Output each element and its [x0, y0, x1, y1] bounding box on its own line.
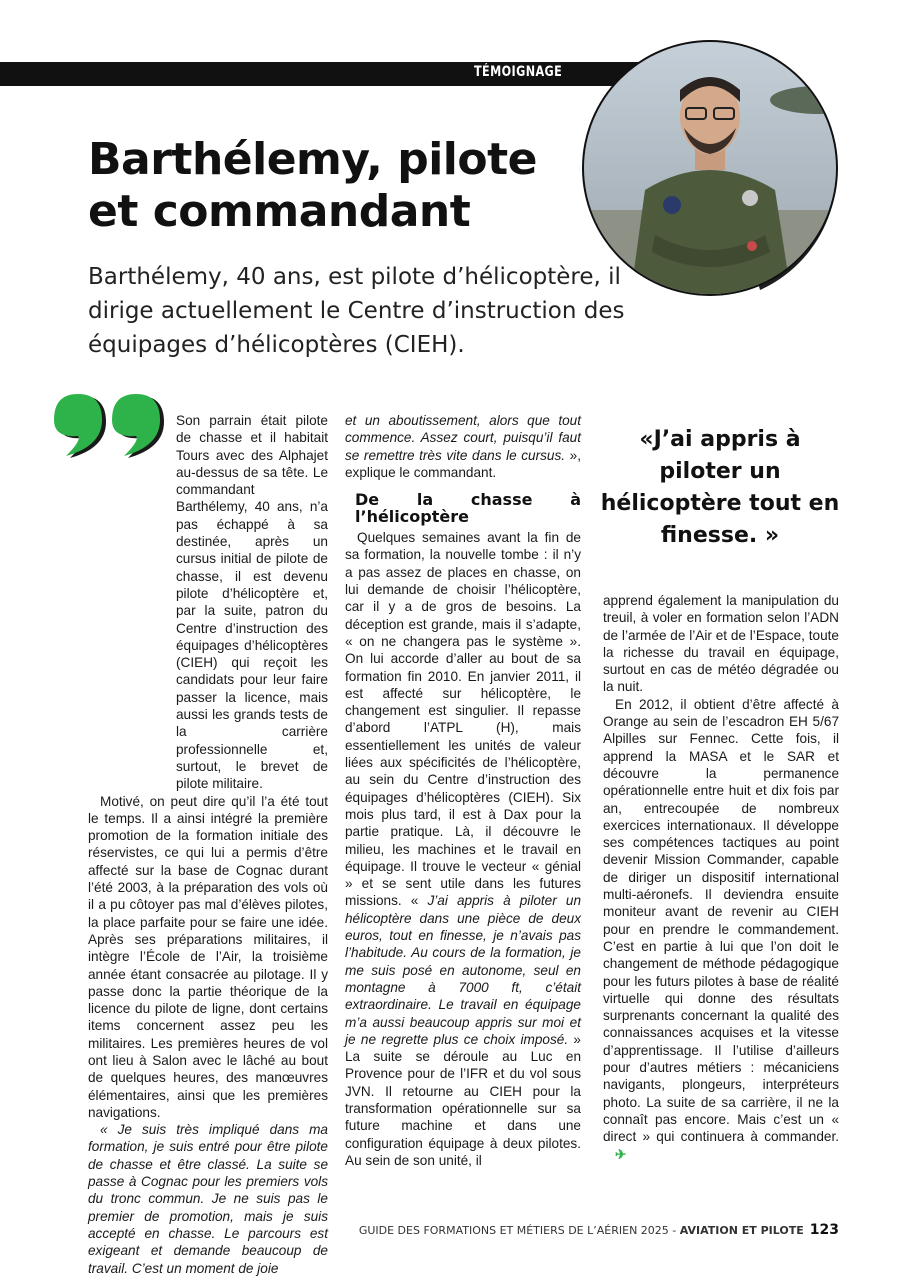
page-footer: [359, 1222, 839, 1238]
paragraph: [345, 529, 581, 1169]
page-number: 123: [809, 1222, 839, 1238]
paragraph-quote-end: [345, 412, 581, 481]
paragraph-intro: Son parrain était pilote de chasse et il habitait Tours avec des Alphajet au-dessus de sa tête. Le commandant Barthélemy, 40 ans, n’a pas échappé à sa destinée, après un cursus initial de pilote de chasse, il est devenu pilote d’hélicoptère et, par la suite, patron du Centre d’instruction des équipages d’hélicoptères (CIEH) qui reçoit les candidats pour leur faire passer la licence, mais aussi les grands tests de la carrière professionnelle et, surtout, le brevet de pilote militaire.: [176, 413, 328, 792]
quote-text: et un aboutissement, alors que tout commence. Assez court, puisqu’il faut se remettre très vite dans le cursus.: [345, 413, 581, 463]
paragraph: Motivé, on peut dire qu’il l’a été tout le temps. Il a ainsi intégré la première promotion de la formation initiale des réservistes, ce qui lui a permis d’être affecté sur la base de Cognac durant l’été 2003, à la préparation des vols où il a pu côtoyer pas mal d’élèves pilotes, la place parfaite pour se faire une idée. Après ses préparations militaires, il intègre l’École de l’Air, la troisième année étant consacrée au pilotage. Il y passe donc la partie théorique de la licence du pilote de ligne, dont certains items concernent assez peu les militaires. Les premières heures de vol ont lieu à Salon avec le lâché au bout de quelques heures, des manœuvres élémentaires, ainsi que les premières navigations.: [88, 793, 328, 1120]
quote-text: J’ai appris à piloter un hélicoptère dans une pièce de deux euros, tout en finesse, je n’avais pas l’habitude. Au cours de la formation, je me suis posé en autonome, seul en montagne à 7000 ft, c’était extraordinaire. Le travail en équipage m’a aussi beaucoup appris sur moi et je ne regrette plus ce choix imposé.: [345, 893, 582, 1047]
paragraph-text: » La suite se déroule au Luc en Provence pour de l’IFR et du vol sous JVN. Il retourne au CIEH pour la transformation opérationnelle sur sa future machine et dans une configuration équipage à deux pilotes. Au sein de son unité, il: [345, 1031, 581, 1168]
footer-magazine: AVIATION ET PILOTE: [679, 1224, 804, 1237]
article-title: [88, 134, 608, 238]
column-1: [88, 412, 328, 1277]
quote-text: « Je suis très impliqué dans ma formation, je suis entré pour être pilote de chasse et être classé. La suite se passe à Cognac pour les premiers vols du tronc commun. Je ne suis pas le premier de promotion, mais je suis accepté en chasse. Le parcours est exigeant et demande beaucoup de travail. C’est un moment de joie: [88, 1122, 328, 1276]
title-line-2: et commandant: [88, 186, 471, 237]
paragraph-text: En 2012, il obtient d’être affecté à Orange au sein de l’escadron EH 5/67 Alpilles sur Fennec. Cette fois, il apprend la MASA et le SAR et découvre la permanence opérationnelle entre huit et dix fois par an, entrecoupée de nombreux exercices internationaux. Il développe ses compétences tactiques au point devenir Mission Commander, capable de diriger un dispositif international multi-aéronefs. Il deviendra ensuite moniteur avant de revenir au CIEH pour en prendre le commandement. C’est en partie à lui que l’on doit le changement de méthode pédagogique pour les futurs pilotes à base de réalité virtuelle qui donne des résultats surprenants concernant la qualité des connaissances acquises et la vitesse d’apprentissage. Il l’utilise d’ailleurs pour d’autres métiers : mécaniciens navigants, plongeurs, interpréteurs photo. La suite de sa carrière, il ne la connaît pas encore. Mais c’est un « direct » qui continuera à commander.: [603, 696, 839, 1145]
column-3: [603, 592, 839, 1163]
rubric-label: TÉMOIGNAGE: [474, 64, 563, 80]
quote-attribution: », explique le commandant.: [345, 447, 581, 480]
pull-quote: «J’ai appris à piloter un hélicoptère tout en finesse. »: [600, 427, 840, 548]
article-subtitle: Barthélemy, 40 ans, est pilote d’hélicoptère, il dirige actuellement le Centre d’instruction des équipages d’hélicoptères (CIEH).: [88, 264, 625, 358]
footer-guide: GUIDE DES FORMATIONS ET MÉTIERS DE L’AÉRIEN 2025 -: [358, 1224, 680, 1237]
column-2: [345, 412, 581, 1169]
section-heading: De la chasse à l’hélicoptère: [355, 490, 581, 527]
paragraph-text: Quelques semaines avant la fin de sa formation, la nouvelle tombe : il n’y a pas assez de places en chasse, on lui demande de choisir l’hélicoptère, car il y a de gros de besoins. La déception est grande, mais il s’adapte, « on ne changera pas le système ». On lui accorde d’aller au bout de sa formation fin 2010. En janvier 2011, il est affecté sur hélicoptère, le changement est singulier. Il repasse d’abord l’ATPL (H), mais essentiellement les unités de valeur liées aux spécificités de l’hélicoptère, au sein du Centre d’instruction des équipages d’hélicoptères (CIEH). Six mois plus tard, il est à Dax pour la partie pratique. Là, il découvre le milieu, les machines et le travail en équipage. Il trouve le vecteur « génial » et se sent utile dans les futures missions. «: [345, 530, 581, 909]
paragraph: apprend également la manipulation du treuil, à voler en formation selon l’ADN de l’armée de l’Air et de l’Espace, toute la richesse du travail en équipage, surtout en cas de météo dégradée ou la nuit.: [603, 593, 839, 695]
airplane-end-icon: ✈: [615, 1146, 627, 1162]
paragraph: [603, 696, 839, 1163]
paragraph-quote: [88, 1121, 328, 1277]
title-line-1: Barthélemy, pilote: [88, 134, 537, 185]
